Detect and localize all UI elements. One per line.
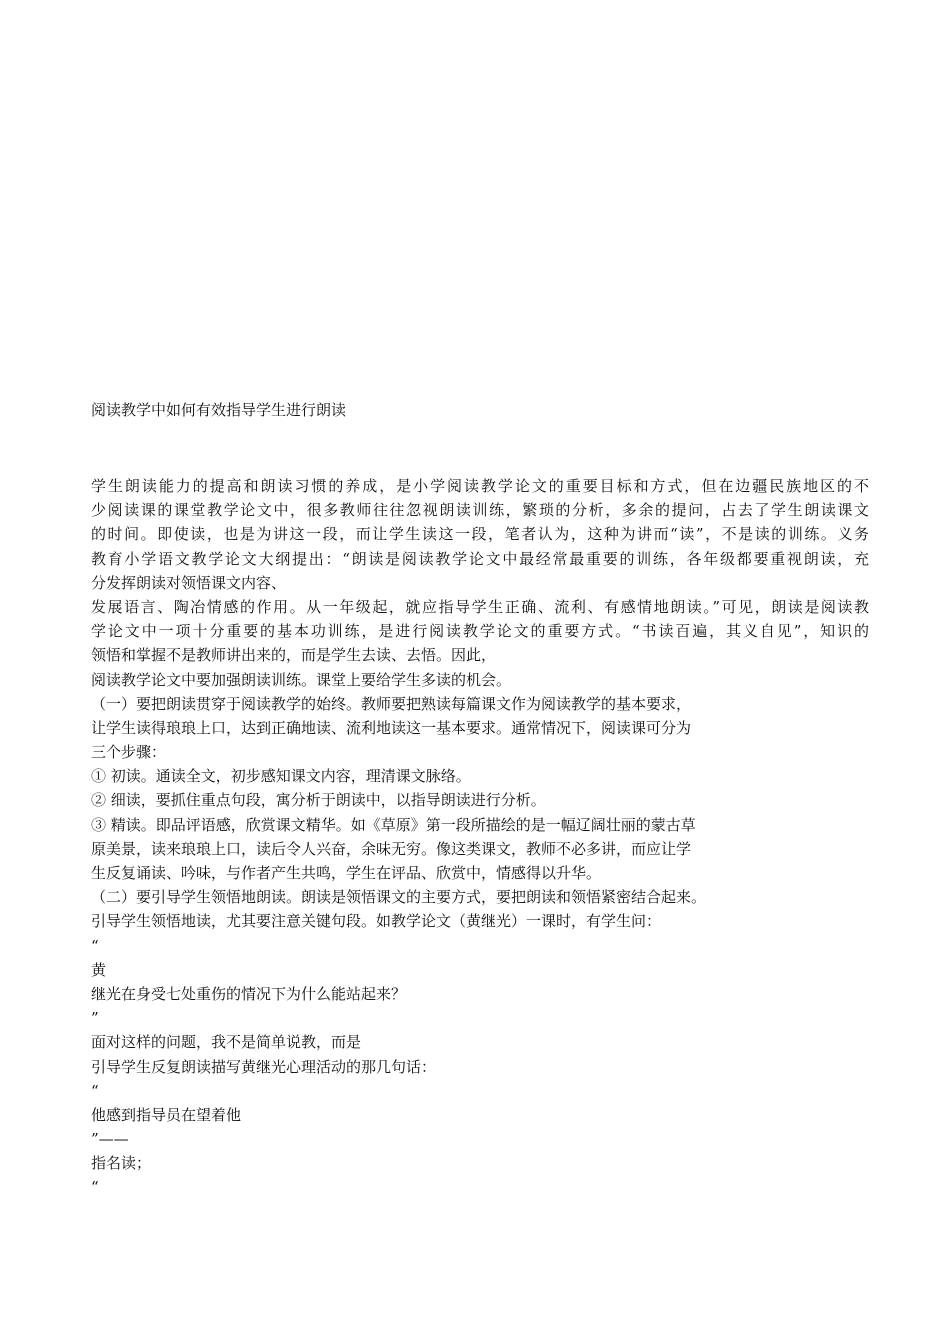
body-line-11: 让学生读得琅琅上口，达到正确地读、流利地读这一基本要求。通常情况下，阅读课可分为 [91, 718, 692, 737]
body-line-16: 原美景，读来琅琅上口，读后令人兴奋，余味无穷。像这类课文，教师不必多讲，而应让学 [91, 839, 692, 858]
body-line-8: 领悟和掌握不是教师讲出来的，而是学生去读、去悟。因此， [91, 646, 497, 665]
body-line-9: 阅读教学论文中要加强朗读训练。课堂上要给学生多读的机会。 [91, 670, 512, 689]
body-line-23: ” [91, 1009, 99, 1028]
body-line-20: “ [91, 936, 99, 955]
body-line-30: “ [91, 1178, 99, 1197]
body-line-10: （一）要把朗读贯穿于阅读教学的始终。教师要把熟读每篇课文作为阅读教学的基本要求， [91, 694, 692, 713]
body-line-19: 引导学生领悟地读，尤其要注意关键句段。如教学论文（黄继光）一课时，有学生问： [91, 912, 662, 931]
body-line-4: 教育小学语文教学论文大纲提出：“朗读是阅读教学论文中最经常最重要的训练，各年级都要重视朗读，充 [91, 549, 869, 568]
body-line-7: 学论文中一项十分重要的基本功训练，是进行阅读教学论文的重要方式。“书读百遍，其义自见”，知识的 [91, 622, 869, 641]
body-line-17: 生反复诵读、吟味，与作者产生共鸣，学生在评品、欣赏中，情感得以升华。 [91, 864, 602, 882]
body-line-2: 少阅读课的课堂教学论文中，很多教师往往忽视朗读训练，繁琐的分析，多余的提问，占去了学生朗读课文 [91, 501, 869, 520]
body-line-1: 学生朗读能力的提高和朗读习惯的养成，是小学阅读教学论文的重要目标和方式，但在边疆民族地区的不 [91, 477, 869, 495]
body-line-21: 黄 [91, 960, 107, 979]
body-line-24: 面对这样的问题，我不是简单说教，而是 [91, 1033, 362, 1052]
body-line-18: （二）要引导学生领悟地朗读。朗读是领悟课文的主要方式，要把朗读和领悟紧密结合起来。 [91, 888, 707, 907]
body-line-12: 三个步骤： [91, 743, 167, 762]
body-line-14: ② 细读，要抓住重点句段，寓分析于朗读中，以指导朗读进行分析。 [91, 791, 546, 810]
body-line-27: 他感到指导员在望着他 [91, 1105, 242, 1124]
body-line-29: 指名读； [91, 1154, 152, 1173]
document-title: 阅读教学中如何有效指导学生进行朗读 [91, 401, 347, 419]
body-line-5: 分发挥朗读对领悟课文内容、 [91, 573, 287, 592]
body-line-25: 引导学生反复朗读描写黄继光心理活动的那几句话： [91, 1057, 437, 1076]
document-body [91, 474, 869, 1200]
body-line-6: 发展语言、陶冶情感的作用。从一年级起，就应指导学生正确、流利、有感情地朗读。”可见，朗读是阅读教 [91, 597, 869, 616]
body-line-22: 继光在身受七处重伤的情况下为什么能站起来？ [91, 984, 407, 1003]
body-line-15: ③ 精读。即品评语感，欣赏课文精华。如《草原》第一段所描绘的是一幅辽阔壮丽的蒙古草 [91, 815, 696, 834]
body-line-3: 的时间。即使读，也是为讲这一段，而让学生读这一段，笔者认为，这种为讲而“读”，不是读的训练。义务 [91, 525, 869, 544]
body-line-26: “ [91, 1081, 99, 1100]
body-line-13: ① 初读。通读全文，初步感知课文内容，理清课文脉络。 [91, 767, 471, 786]
body-line-28: ”—— [91, 1130, 129, 1149]
